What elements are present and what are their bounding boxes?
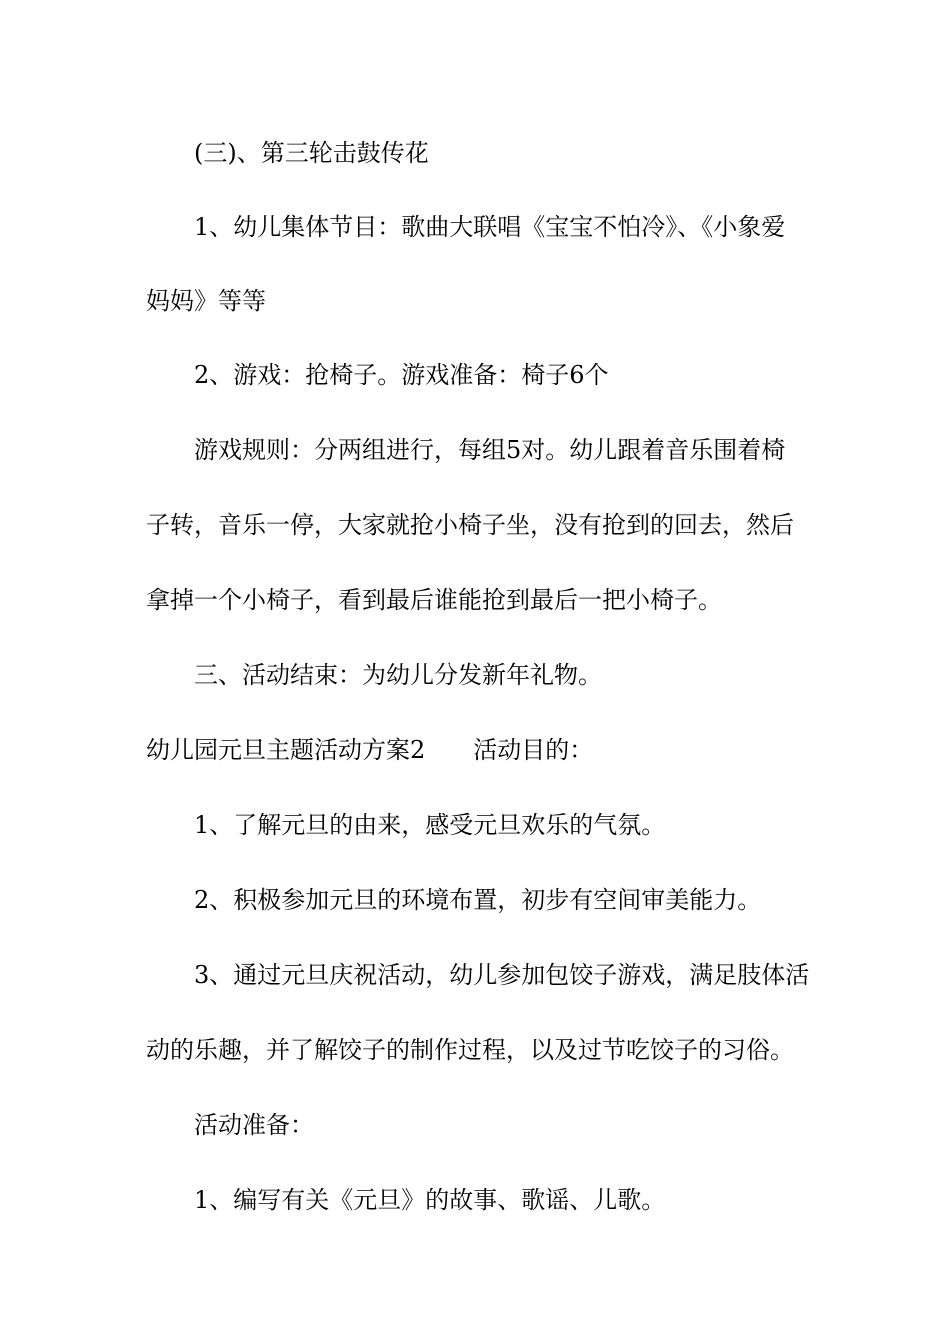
paragraph-line: 动的乐趣，并了解饺子的制作过程，以及过节吃饺子的习俗。 — [146, 1036, 794, 1064]
section-label-goals: 活动目的： — [473, 736, 594, 764]
paragraph-line: 妈妈》等等 — [146, 287, 266, 315]
paragraph-line: 拿掉一个小椅子，看到最后谁能抢到最后一把小椅子。 — [146, 586, 722, 614]
section-heading-round-three: (三)、第三轮击鼓传花 — [194, 139, 429, 167]
plan-title: 幼儿园元旦主题活动方案2 — [146, 736, 426, 764]
plan-title-line — [146, 735, 816, 765]
paragraph-line: 1、了解元旦的由来，感受元旦欢乐的气氛。 — [194, 811, 666, 839]
section-label-preparation: 活动准备： — [194, 1111, 314, 1139]
paragraph-line: 2、积极参加元旦的环境布置，初步有空间审美能力。 — [194, 886, 762, 914]
paragraph-line: 子转，音乐一停，大家就抢小椅子坐，没有抢到的回去，然后 — [146, 511, 794, 539]
paragraph-line: 1、编写有关《元旦》的故事、歌谣、儿歌。 — [194, 1186, 666, 1214]
paragraph-line: 3、通过元旦庆祝活动，幼儿参加包饺子游戏，满足肢体活 — [194, 961, 810, 989]
paragraph-line: 游戏规则：分两组进行，每组5对。幼儿跟着音乐围着椅 — [194, 436, 786, 464]
paragraph-line: 三、活动结束：为幼儿分发新年礼物。 — [194, 661, 602, 689]
paragraph-line: 1、幼儿集体节目：歌曲大联唱《宝宝不怕冷》、《小象爱 — [194, 213, 786, 241]
paragraph-line: 2、游戏：抢椅子。游戏准备：椅子6个 — [194, 361, 609, 389]
